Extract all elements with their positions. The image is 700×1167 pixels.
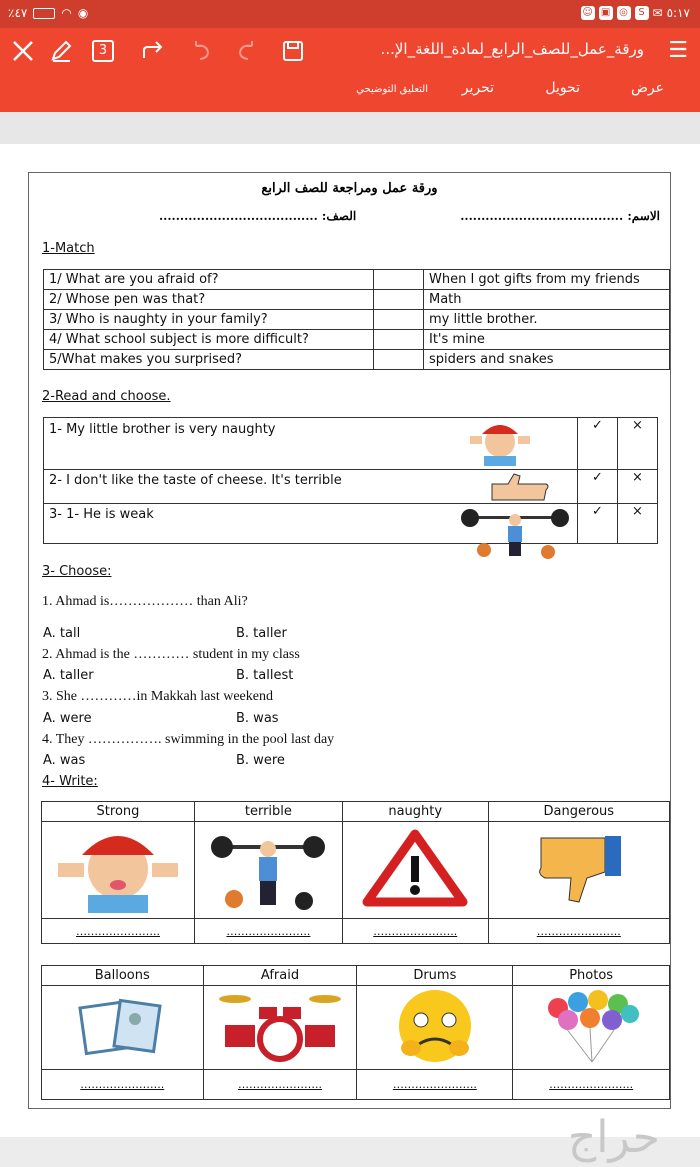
drums-image [215,989,345,1063]
match-question: 2/ Whose pen was that? [44,290,374,310]
cross-mark[interactable]: × [617,470,657,504]
match-blank[interactable] [374,330,424,350]
read-text: 1- My little brother is very naughty [44,418,578,470]
answer-cell[interactable]: ………………….. [42,1070,204,1100]
question-3: 3. She …………in Makkah last weekend [42,689,273,704]
word-cell: Drums [357,966,513,986]
read-table [43,417,658,544]
undo-icon[interactable] [188,38,214,64]
picture-cell [488,822,669,919]
menu-icon[interactable]: ☰ [668,38,688,63]
weightlifter-image [458,506,572,562]
check-mark[interactable]: ✓ [577,504,617,544]
watermark-logo: حراج [567,1112,660,1163]
wifi-icon: ◠ [61,6,72,20]
word-cell: Balloons [42,966,204,986]
match-answer: spiders and snakes [424,350,670,370]
question-2: 2. Ahmad is the ………… student in my class [42,647,300,662]
answer-cell[interactable]: ………………….. [488,919,669,944]
picture-cell [203,986,357,1070]
section-write: 4- Write: [42,774,98,789]
eye-icon: ◉ [77,6,89,20]
read-row [44,504,658,544]
balloons-image [536,988,646,1064]
page-count-icon[interactable]: 3 [92,40,114,62]
match-blank[interactable] [374,290,424,310]
option-1b[interactable]: B. taller [236,626,287,641]
redo-icon[interactable] [234,38,260,64]
name-line: الاسم: ....................................... [460,209,660,223]
tab-comment[interactable]: التعليق التوضيحي [356,84,428,95]
app-toolbar [0,28,700,112]
check-mark[interactable]: ✓ [577,418,617,470]
thumbs-down-image [531,830,627,906]
picture-cell [42,822,195,919]
word-cell: Photos [513,966,670,986]
option-4b[interactable]: B. were [236,753,285,768]
option-2b[interactable]: B. tallest [236,668,294,683]
match-answer: Math [424,290,670,310]
photos-image [77,993,167,1059]
match-question: 1/ What are you afraid of? [44,270,374,290]
match-row [44,270,670,290]
match-row [44,310,670,330]
check-mark[interactable]: ✓ [577,470,617,504]
picture-cell [357,986,513,1070]
section-read: 2-Read and choose. [42,389,171,404]
picture-cell [342,822,488,919]
match-blank[interactable] [374,270,424,290]
status-bar [0,0,700,28]
match-row [44,350,670,370]
tab-convert[interactable]: تحويل [545,80,580,96]
browser-icon: ◎ [617,6,631,20]
naughty-boy-image [48,823,188,913]
app-icon: ☺ [582,7,593,18]
battery-text: ٪٤٧ [8,6,28,20]
answer-cell[interactable]: ………………….. [203,1070,357,1100]
picture-cell [513,986,670,1070]
match-question: 4/ What school subject is more difficult? [44,330,374,350]
close-icon[interactable] [10,38,36,64]
match-answer: When I got gifts from my friends [424,270,670,290]
s-icon: S [635,6,649,20]
save-icon[interactable] [280,38,306,64]
question-4: 4. They ……………. swimming in the pool last day [42,732,335,747]
tab-view[interactable]: عرض [630,80,664,96]
read-text: 3- 1- He is weak [44,504,578,544]
match-table [43,269,670,370]
class-line: الصف: ...................................... [159,209,357,223]
read-row [44,418,658,470]
section-choose: 3- Choose: [42,564,112,579]
gallery-icon: ▣ [599,6,613,20]
mail-icon: ✉ [652,6,663,20]
worksheet-heading: ورقة عمل ومراجعة للصف الرابع [261,181,438,196]
section-match: 1-Match [42,241,95,256]
answer-cell[interactable]: ………………….. [357,1070,513,1100]
question-1: 1. Ahmad is……………… than Ali? [42,594,248,609]
weightlifter-image [208,823,328,913]
pen-icon[interactable] [48,38,74,64]
share-icon[interactable] [140,38,166,64]
option-4a[interactable]: A. was [43,753,86,768]
status-left [8,6,88,20]
tab-edit[interactable]: تحرير [461,80,494,96]
naughty-boy-image [464,420,536,466]
word-cell: naughty [342,802,488,822]
match-blank[interactable] [374,350,424,370]
match-answer: my little brother. [424,310,670,330]
match-question: 3/ Who is naughty in your family? [44,310,374,330]
thumbs-up-image [488,472,554,502]
write-table-1 [41,801,670,944]
option-3b[interactable]: B. was [236,711,279,726]
worksheet [28,172,671,1109]
answer-cell[interactable]: ………………….. [342,919,488,944]
match-blank[interactable] [374,310,424,330]
answer-cell[interactable]: ………………….. [513,1070,670,1100]
match-row [44,290,670,310]
option-3a[interactable]: A. were [43,711,92,726]
answer-cell[interactable]: ………………….. [194,919,342,944]
word-cell: Afraid [203,966,357,986]
toolbar-gap [0,112,700,144]
clock-text: ٥:١٧ [666,6,690,20]
read-row [44,470,658,504]
document-title: ورقة_عمل_للصف_الرابع_لمادة_اللغة_الإ... [380,40,644,58]
match-row [44,330,670,350]
word-cell: terrible [194,802,342,822]
match-question: 5/What makes you surprised? [44,350,374,370]
document-page[interactable] [0,144,700,1137]
picture-cell [42,986,204,1070]
word-cell: Strong [42,802,195,822]
status-right [581,6,690,20]
write-table-2 [41,965,670,1100]
cross-mark[interactable]: × [617,504,657,544]
battery-icon [33,8,55,19]
picture-cell [194,822,342,919]
cross-mark[interactable]: × [617,418,657,470]
word-cell: Dangerous [488,802,669,822]
warning-sign-icon [359,828,471,908]
option-1a[interactable]: A. tall [43,626,81,641]
option-2a[interactable]: A. taller [43,668,94,683]
match-answer: It's mine [424,330,670,350]
read-text: 2- I don't like the taste of cheese. It's terrible [44,470,578,504]
answer-cell[interactable]: ………………….. [42,919,195,944]
afraid-face-icon [375,988,495,1064]
